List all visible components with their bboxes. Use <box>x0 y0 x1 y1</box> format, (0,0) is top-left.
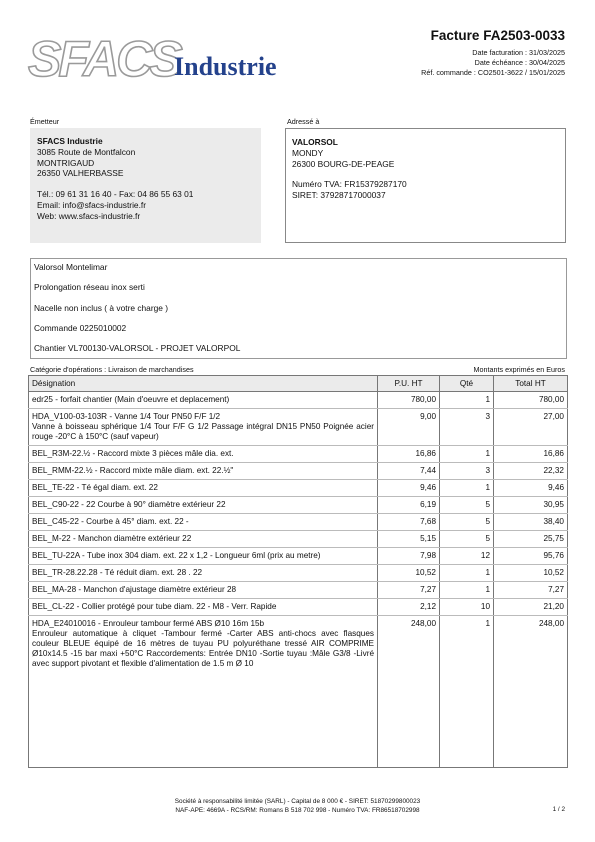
table-row <box>29 480 568 497</box>
cell-designation <box>29 531 378 548</box>
cell-total: 22,32 <box>494 463 568 480</box>
item-designation: BEL_TU-22A - Tube inox 304 diam. ext. 22 x 1,2 - Longueur 6ml (prix au metre) <box>32 551 321 560</box>
footer <box>0 797 595 815</box>
item-designation: edr25 - forfait chantier (Main d'oeuvre et deplacement) <box>32 395 230 404</box>
cell-designation <box>29 599 378 616</box>
cell-total: 95,76 <box>494 548 568 565</box>
cell-designation <box>29 497 378 514</box>
cell-qte: 5 <box>440 514 494 531</box>
destinataire-address2: 26300 BOURG-DE-PEAGE <box>292 158 395 169</box>
footer-line2: NAF-APE: 4669A - RCS/RM: Romans B 518 702 998 - Numéro TVA: FR86518702998 <box>175 807 420 814</box>
cell-qte: 5 <box>440 531 494 548</box>
header-designation: Désignation <box>29 376 378 392</box>
cell-pu: 7,68 <box>378 514 440 531</box>
cell-total: 16,86 <box>494 446 568 463</box>
table-row <box>29 548 568 565</box>
cell-qte: 1 <box>440 565 494 582</box>
table-row <box>29 463 568 480</box>
note-line: Chantier VL700130-VALORSOL - PROJET VALORPOL <box>34 343 241 354</box>
table-row <box>29 531 568 548</box>
cell-total: 248,00 <box>494 616 568 768</box>
destinataire-tva: Numéro TVA: FR15379287170 <box>292 179 407 190</box>
cell-total: 25,75 <box>494 531 568 548</box>
header-qte: Qté <box>440 376 494 392</box>
cell-pu: 5,15 <box>378 531 440 548</box>
cell-designation <box>29 392 378 409</box>
destinataire-name: VALORSOL <box>292 137 338 147</box>
cell-pu: 7,27 <box>378 582 440 599</box>
page-number: 1 / 2 <box>552 806 565 813</box>
cell-pu: 2,12 <box>378 599 440 616</box>
table-row <box>29 409 568 446</box>
table-row <box>29 565 568 582</box>
item-designation: BEL_TR-28.22.28 - Té réduit diam. ext. 28 . 22 <box>32 568 203 577</box>
cell-qte: 5 <box>440 497 494 514</box>
destinataire-address1: MONDY <box>292 147 324 158</box>
cell-total: 10,52 <box>494 565 568 582</box>
item-designation: BEL_MA-28 - Manchon d'ajustage diamètre extérieur 28 <box>32 585 237 594</box>
cell-qte: 1 <box>440 480 494 497</box>
table-row <box>29 446 568 463</box>
item-designation: BEL_R3M-22.½ - Raccord mixte 3 pièces mâle dia. ext. <box>32 449 234 458</box>
cell-qte: 10 <box>440 599 494 616</box>
header-total: Total HT <box>494 376 568 392</box>
cell-designation <box>29 582 378 599</box>
logo-word: Industrie <box>174 52 277 81</box>
invoice-title: Facture FA2503-0033 <box>430 28 565 43</box>
cell-designation <box>29 565 378 582</box>
item-detail: Vanne à boisseau sphérique 1/4 Tour F/F G 1/2 Passage intégral DN15 PN50 Poignée acier rouge -20°C à 150°C (sauf vapeur) <box>32 422 374 441</box>
table-row <box>29 599 568 616</box>
table-header <box>29 376 568 392</box>
cell-designation <box>29 480 378 497</box>
cell-pu: 9,46 <box>378 480 440 497</box>
emetteur-email: Email: info@sfacs-industrie.fr <box>37 199 147 210</box>
notes-box <box>30 258 567 359</box>
note-line: Nacelle non inclus ( à votre charge ) <box>34 302 169 313</box>
invoice-meta <box>421 48 565 78</box>
item-designation: BEL_CL-22 - Collier protégé pour tube diam. 22 - M8 - Verr. Rapide <box>32 602 277 611</box>
cell-qte: 1 <box>440 446 494 463</box>
cell-qte: 1 <box>440 392 494 409</box>
items-table <box>28 375 568 768</box>
cell-qte: 3 <box>440 463 494 480</box>
note-line: Prolongation réseau inox serti <box>34 282 145 293</box>
cell-designation <box>29 548 378 565</box>
cell-designation <box>29 616 378 768</box>
cell-pu: 7,44 <box>378 463 440 480</box>
cell-total: 9,46 <box>494 480 568 497</box>
emetteur-box <box>30 128 261 243</box>
cell-qte: 3 <box>440 409 494 446</box>
cell-qte: 1 <box>440 582 494 599</box>
item-designation: BEL_C90-22 - 22 Courbe à 90° diamètre extérieur 22 <box>32 500 226 509</box>
cell-pu: 7,98 <box>378 548 440 565</box>
cell-designation <box>29 514 378 531</box>
table-row <box>29 497 568 514</box>
company-logo <box>28 31 298 87</box>
emetteur-address3: 26350 VALHERBASSE <box>37 168 124 179</box>
table-row <box>29 616 568 768</box>
table-row <box>29 392 568 409</box>
cell-total: 27,00 <box>494 409 568 446</box>
note-line: Commande 0225010002 <box>34 322 127 333</box>
cell-total: 38,40 <box>494 514 568 531</box>
header-pu: P.U. HT <box>378 376 440 392</box>
cell-total: 780,00 <box>494 392 568 409</box>
date-facturation: Date facturation : 31/03/2025 <box>472 48 565 57</box>
cell-pu: 10,52 <box>378 565 440 582</box>
item-designation: HDA_V100-03-103R - Vanne 1/4 Tour PN50 F/F 1/2 <box>32 412 221 421</box>
table-row <box>29 582 568 599</box>
cell-total: 30,95 <box>494 497 568 514</box>
destinataire-siret: SIRET: 37928717000037 <box>292 190 386 201</box>
footer-line1: Société à responsabilité limitée (SARL) - Capital de 8 000 € - SIRET: 51870299800023 <box>174 798 421 805</box>
categorie-operations: Catégorie d'opérations : Livraison de marchandises <box>30 365 194 374</box>
cell-designation <box>29 463 378 480</box>
note-line: Valorsol Montelimar <box>34 262 108 272</box>
table-row <box>29 514 568 531</box>
cell-qte: 1 <box>440 616 494 768</box>
montants-note: Montants exprimés en Euros <box>473 365 565 374</box>
cell-designation <box>29 409 378 446</box>
emetteur-address2: MONTRIGAUD <box>37 157 95 168</box>
item-designation: BEL_C45-22 - Courbe à 45° diam. ext. 22 - <box>32 517 189 526</box>
cell-pu: 780,00 <box>378 392 440 409</box>
date-echeance: Date échéance : 30/04/2025 <box>474 58 565 67</box>
cell-pu: 9,00 <box>378 409 440 446</box>
destinataire-label: Adressé à <box>287 117 320 126</box>
cell-qte: 12 <box>440 548 494 565</box>
emetteur-name: SFACS Industrie <box>37 136 103 146</box>
emetteur-label: Émetteur <box>30 117 60 126</box>
item-designation: BEL_M-22 - Manchon diamètre extérieur 22 <box>32 534 192 543</box>
emetteur-tel: Tél.: 09 61 31 16 40 - Fax: 04 86 55 63 01 <box>37 189 194 200</box>
emetteur-web: Web: www.sfacs-industrie.fr <box>37 210 141 221</box>
cell-total: 7,27 <box>494 582 568 599</box>
cell-pu: 6,19 <box>378 497 440 514</box>
item-designation: BEL_TE-22 - Té égal diam. ext. 22 <box>32 483 158 492</box>
item-designation: HDA_E24010016 - Enrouleur tambour fermé ABS Ø10 16m 15b <box>32 619 265 628</box>
item-detail: Enrouleur automatique à cliquet -Tambour fermé -Carter ABS anti-chocs avec flasques couleur BLEUE équipé de 16 mètres de tuyau PU polyuréthane tressé AIR COMPRIME Ø10x14.5 -15 bar maxi +50°C Raccordements: Entrée DN10 -Sortie tuyau :Mâle G3/8 -Livré avec support pivotant et flexible d'alimentation de 1.5 m Ø 10 <box>32 629 374 668</box>
emetteur-address1: 3085 Route de Montfalcon <box>37 146 136 157</box>
item-designation: BEL_RMM-22.½ - Raccord mixte mâle diam. ext. 22.½" <box>32 466 234 475</box>
ref-commande: Réf. commande : CO2501-3622 / 15/01/2025 <box>421 68 565 77</box>
destinataire-box <box>285 128 566 243</box>
logo-brand: SFACS <box>28 31 180 87</box>
cell-designation <box>29 446 378 463</box>
cell-pu: 248,00 <box>378 616 440 768</box>
cell-total: 21,20 <box>494 599 568 616</box>
cell-pu: 16,86 <box>378 446 440 463</box>
